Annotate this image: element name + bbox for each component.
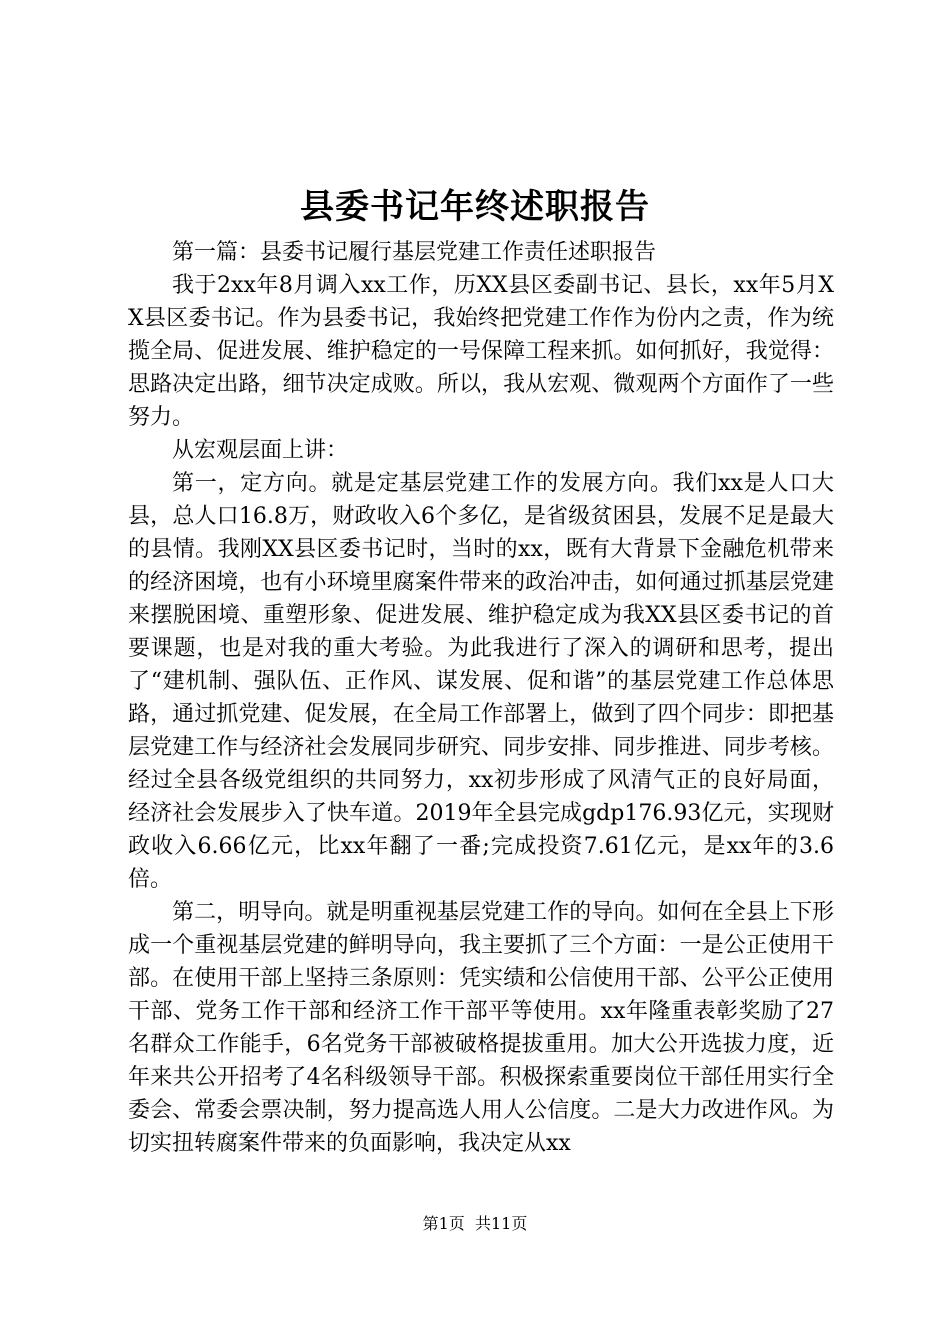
- page-number: 第1页: [422, 1214, 465, 1233]
- body-paragraph: 我于2xx年8月调入xx工作，历XX县区委副书记、县长，xx年5月XX县区委书记。作为县委书记，我始终把党建工作作为份内之责，作为统揽全局、促进发展、维护稳定的一号保障工程来抓。如何抓好，我觉得：思路决定出路，细节决定成败。所以，我从宏观、微观两个方面作了一些努力。: [128, 273, 834, 430]
- document-title: 县委书记年终述职报告: [300, 187, 650, 227]
- body-paragraph: 第二，明导向。就是明重视基层党建工作的导向。如何在全县上下形成一个重视基层党建的鲜明导向，我主要抓了三个方面：一是公正使用干部。在使用干部上坚持三条原则：凭实绩和公信使用干部、公平公正使用干部、党务工作干部和经济工作干部平等使用。xx年隆重表彰奖励了27名群众工作能手，6名党务干部被破格提拔重用。加大公开选拔力度，近年来共公开招考了4名科级领导干部。积极探索重要岗位干部任用实行全委会、常委会票决制，努力提高选人用人公信度。二是大力改进作风。为切实扭转腐案件带来的负面影响，我决定从xx: [128, 900, 834, 1156]
- body-paragraph: 从宏观层面上讲：: [172, 438, 349, 463]
- document-body: [128, 236, 834, 1160]
- page-total: 共11页: [474, 1214, 528, 1233]
- section-heading: 第一篇：县委书记履行基层党建工作责任述职报告: [172, 240, 657, 265]
- page-footer: [0, 1212, 950, 1236]
- body-paragraph: 第一，定方向。就是定基层党建工作的发展方向。我们xx是人口大县，总人口16.8万，财政收入6个多亿，是省级贫困县，发展不足是最大的县情。我刚XX县区委书记时，当时的xx，既有大背景下金融危机带来的经济困境，也有小环境里腐案件带来的政治冲击，如何通过抓基层党建来摆脱困境、重塑形象、促进发展、维护稳定成为我XX县区委书记的首要课题，也是对我的重大考验。为此我进行了深入的调研和思考，提出了“建机制、强队伍、正作风、谋发展、促和谐”的基层党建工作总体思路，通过抓党建、促发展，在全局工作部署上，做到了四个同步：即把基层党建工作与经济社会发展同步研究、同步安排、同步推进、同步考核。经过全县各级党组织的共同努力，xx初步形成了风清气正的良好局面，经济社会发展步入了快车道。2019年全县完成gdp176.93亿元，实现财政收入6.66亿元，比xx年翻了一番;完成投资7.61亿元，是xx年的3.6倍。: [128, 471, 834, 892]
- footer-separator: [465, 1214, 475, 1233]
